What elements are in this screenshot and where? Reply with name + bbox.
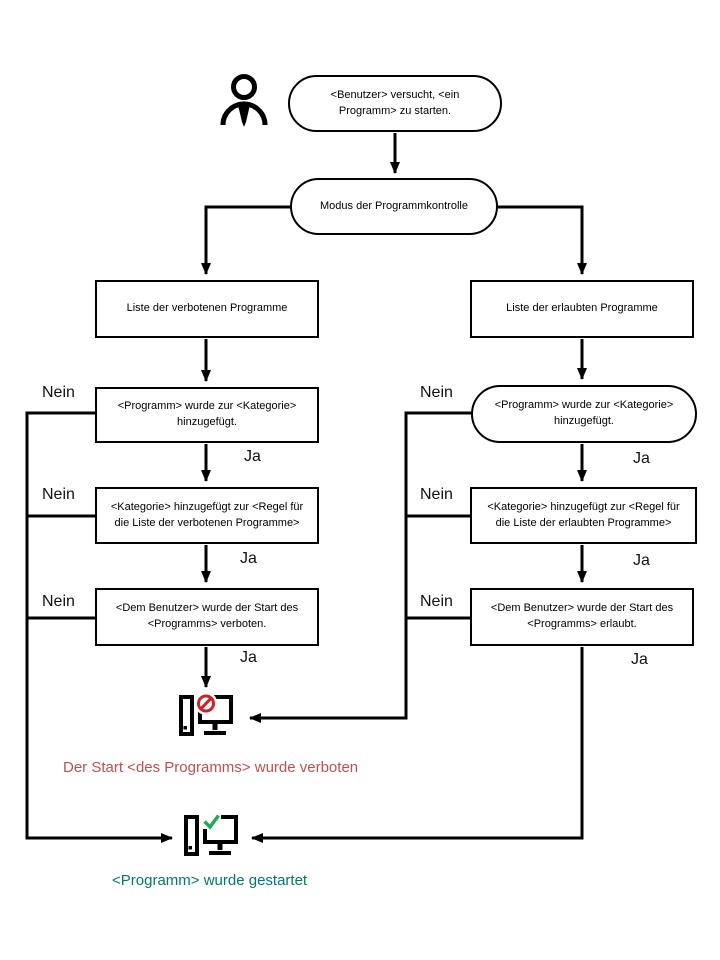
edge-label-nein-right-2: Nein [420, 486, 453, 503]
edge-label-nein-left-1: Nein [42, 384, 75, 401]
caption-start-blocked: Der Start <des Programms> wurde verboten [63, 759, 359, 776]
edge-label-ja-left-2: Ja [240, 550, 257, 567]
node-application-control-mode: Modus der Programmkontrolle [290, 178, 498, 235]
computer-started-icon [182, 812, 240, 860]
edge-label-ja-left-1: Ja [244, 448, 261, 465]
node-deny-category-in-rule: <Kategorie> hinzugefügt zur <Regel für die Liste der verbotenen Programme> [95, 487, 319, 544]
arrow-mode-to-denylist [206, 207, 290, 274]
edge-label-nein-left-2: Nein [42, 486, 75, 503]
computer-blocked-icon [177, 692, 235, 740]
edge-label-ja-right-1: Ja [633, 450, 650, 467]
arrow-mode-to-allowlist [497, 207, 582, 274]
node-allow-added-to-category: <Programm> wurde zur <Kategorie> hinzugefügt. [471, 385, 697, 443]
node-denylist: Liste der verbotenen Programme [95, 280, 319, 338]
node-allowlist: Liste der erlaubten Programme [470, 280, 694, 338]
node-allow-category-in-rule: <Kategorie> hinzugefügt zur <Regel für die Liste der erlaubten Programme> [470, 487, 697, 544]
edge-label-ja-right-3: Ja [631, 651, 648, 668]
rail-nein-right-to-blocked-icon [250, 413, 471, 718]
arrow-allow-ja-to-started-icon [252, 647, 582, 838]
person-icon [220, 73, 270, 129]
edge-label-nein-left-3: Nein [42, 593, 75, 610]
node-deny-added-to-category: <Programm> wurde zur <Kategorie> hinzugefügt. [95, 387, 319, 443]
node-user-tries-to-start: <Benutzer> versucht, <ein Programm> zu starten. [288, 75, 502, 132]
edge-label-nein-right-3: Nein [420, 593, 453, 610]
node-deny-start-blocked: <Dem Benutzer> wurde der Start des <Programms> verboten. [95, 588, 319, 646]
edge-label-ja-right-2: Ja [633, 552, 650, 569]
edge-label-ja-left-3: Ja [240, 649, 257, 666]
caption-program-started: <Programm> wurde gestartet [112, 872, 308, 889]
edge-label-nein-right-1: Nein [420, 384, 453, 401]
node-allow-start-allowed: <Dem Benutzer> wurde der Start des <Programms> erlaubt. [470, 588, 694, 646]
